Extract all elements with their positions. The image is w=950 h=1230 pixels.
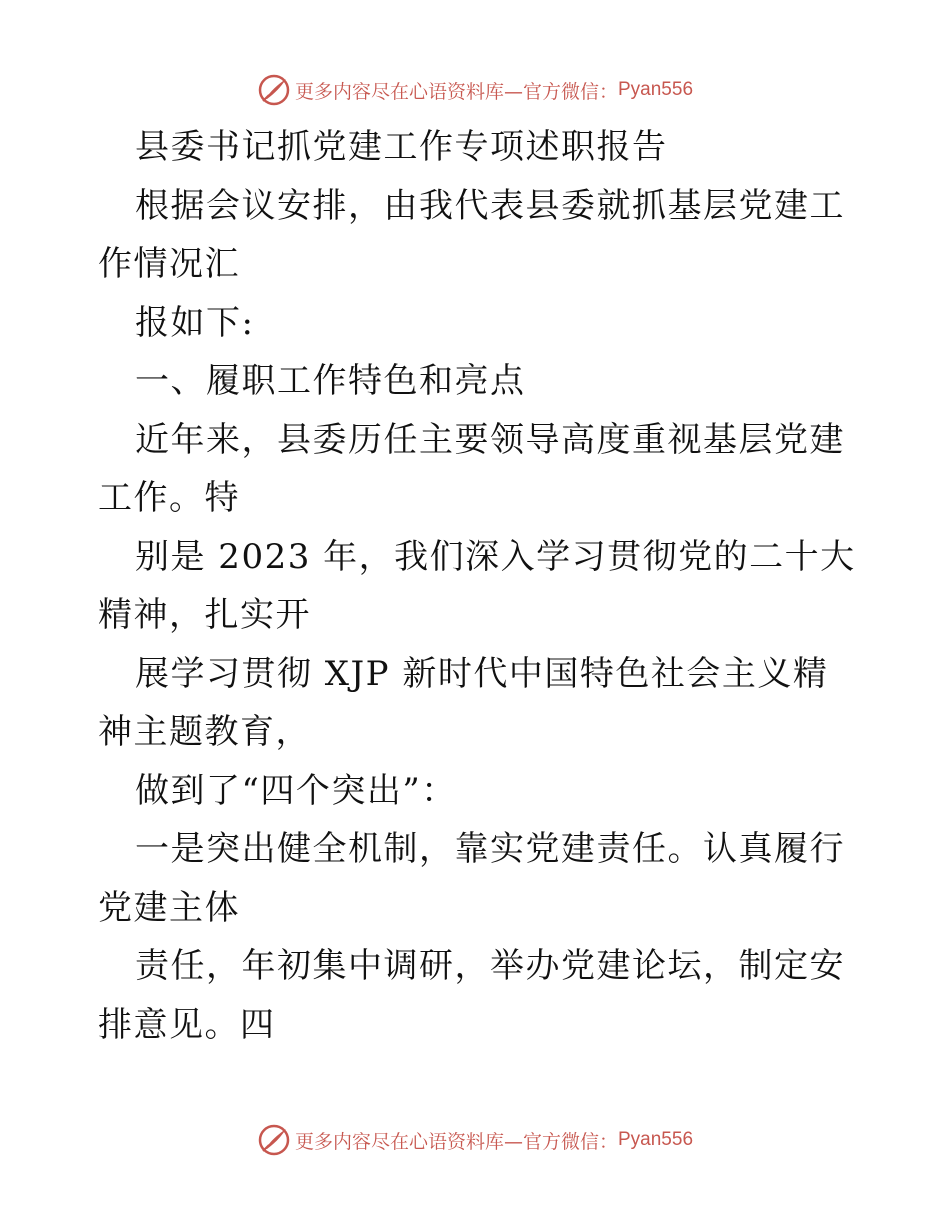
paragraph: 别是 2023 年，我们深入学习贯彻党的二十大精神，扎实开	[98, 536, 856, 635]
paragraph: 做到了“四个突出”：	[135, 770, 457, 811]
paragraph: 根据会议安排，由我代表县委就抓基层党建工作情况汇	[98, 185, 845, 284]
document-body	[98, 118, 858, 1054]
banner-wechat-id: Pyan556	[618, 79, 694, 100]
section-heading: 一、履职工作特色和亮点	[135, 361, 526, 401]
document-title: 县委书记抓党建工作专项述职报告	[135, 127, 668, 167]
footer-banner	[0, 1120, 950, 1160]
paragraph: 一是突出健全机制，靠实党建责任。认真履行党建主体	[98, 829, 845, 928]
paragraph: 展学习贯彻 XJP 新时代中国特色社会主义精神主题教育，	[98, 653, 829, 752]
banner-text: 更多内容尽在心语资料库—官方微信：	[294, 1130, 618, 1153]
paragraph: 责任，年初集中调研，举办党建论坛，制定安排意见。四	[98, 946, 845, 1045]
paragraph: 报如下:	[135, 302, 255, 343]
feather-pen-logo-icon	[257, 73, 291, 107]
feather-pen-logo-icon	[257, 1123, 291, 1157]
paragraph: 近年来，县委历任主要领导高度重视基层党建工作。特	[98, 419, 845, 518]
banner-text: 更多内容尽在心语资料库—官方微信：	[294, 80, 618, 103]
banner-wechat-id: Pyan556	[618, 1129, 694, 1150]
header-banner	[0, 70, 950, 110]
